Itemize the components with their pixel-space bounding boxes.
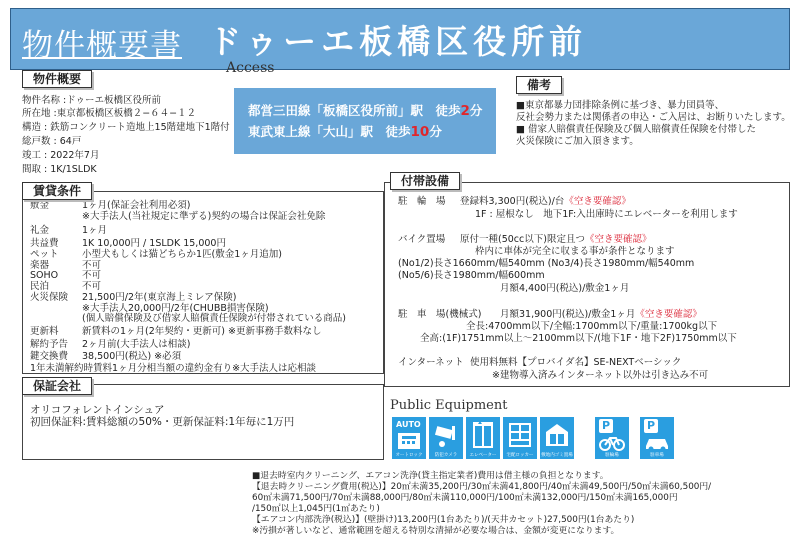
lease-value: 1ヶ月(保証会社利用必須) (82, 200, 191, 211)
overview-line: 構造 : 鉄筋コンクリート造地上15階建地下1階付 (22, 122, 230, 133)
car-availability: 《空き要確認》 (635, 309, 702, 320)
auto-lock-glyph: AUTO (396, 420, 421, 429)
lease-label: 鍵交換費 (30, 351, 69, 362)
lease-label: 楽器 (30, 260, 50, 271)
delivery-box-label: 宅配ロッカー (506, 453, 534, 458)
access-line-1-unit: 分 (469, 103, 483, 118)
moto-condition (460, 234, 651, 245)
garbage-label: 敷地内ゴミ置場 (541, 453, 573, 458)
overview-line: 所在地 :東京都板橋区板橋２−６４−１２ (22, 108, 197, 119)
lease-penalty-note: 1年未満解約時賃料1ヶ月分相当額の違約金有り※大手法人は応相談 (30, 363, 317, 374)
lease-label: SOHO (30, 270, 59, 281)
car-parking-label: 駐車場 (650, 453, 664, 458)
remarks-line: 反社会勢力または関係者の申込・ご入居は、お断りいたします。 (516, 112, 791, 123)
garbage-icon (540, 417, 574, 459)
lease-label: 更新料 (30, 326, 59, 337)
car-fee-text: 月額31,900円(税込)/敷金1ヶ月 (500, 309, 636, 320)
elevator-label: エレベーター (469, 453, 497, 458)
auto-lock-label: オートロック (395, 453, 423, 458)
bicycle-parking-label: 駐輪場 (605, 453, 619, 458)
moto-detail: 枠内に車体が完全に収まる事が条件となります (475, 246, 675, 257)
notes-line: 60㎡未満71,500円/70㎡未満88,000円/80㎡未満110,000円/100㎡未満132,000円/150㎡未満165,000円 (252, 493, 678, 503)
lease-value: 不可 (82, 260, 102, 271)
notes-line: 【退去時クリーニング費用(税込)】20㎡未満35,200円/30㎡未満41,800円/40㎡未満49,500円/50㎡未満60,500円/ (252, 482, 712, 492)
property-title: ドゥーエ板橋区役所前 (208, 22, 588, 61)
bike-detail: 1F : 屋根なし 地下1F:入出庫時にエレベーターを利用します (475, 209, 738, 220)
remarks-heading: 備考 (516, 76, 562, 94)
remarks-line: ■東京都暴力団排除条例に基づき、暴力団員等、 (516, 100, 725, 111)
moto-label: バイク置場 (398, 234, 446, 245)
page-title: 物件概要書 (22, 28, 182, 64)
car-parking-icon (640, 417, 674, 459)
overview-line: 竣工 : 2022年7月 (22, 150, 100, 161)
overview-line: 間取 : 1K/1SLDK (22, 164, 97, 175)
lease-label: 火災保険 (30, 292, 69, 303)
moto-size: (No1/2)長さ1660mm/幅540mm (No3/4)長さ1980mm/幅540mm (398, 258, 695, 269)
access-line-2-minutes: 10 (410, 124, 430, 140)
remarks-line: 火災保険にご加入頂きます。 (516, 136, 639, 147)
moto-condition-text: 原付一種(50cc以下)限定且つ (460, 234, 585, 245)
lease-value: ※大手法人20,000円/2年(CHUBB損害保険) (82, 303, 269, 314)
internet-label: インターネット (398, 357, 464, 368)
guarantee-heading: 保証会社 (22, 377, 92, 395)
lease-label: 解約予告 (30, 339, 69, 350)
bike-fee-text: 登録料3,300円(税込)/台 (460, 196, 565, 207)
car-height: 全高:(1F)1751mm以上〜2100mm以下/(地下1F・地下2F)1750mm以下 (420, 333, 737, 344)
overview-heading: 物件概要 (22, 70, 92, 88)
equipment-heading: Public Equipment (390, 398, 508, 413)
lease-value: 38,500円(税込) ※必須 (82, 351, 182, 362)
access-label: Access (226, 60, 275, 76)
internet-note: ※建物導入済みインターネット以外は引き込み不可 (492, 370, 709, 381)
lease-label: ペット (30, 249, 59, 260)
remarks-line: ■ 借家人賠償責任保険及び個人賠償責任保険を付帯した (516, 124, 756, 135)
lease-value: 新賃料の1ヶ月(2年契約・更新可) ※更新事務手数料なし (82, 326, 322, 337)
lease-value: 1K 10,000円 / 1SLDK 15,000円 (82, 238, 226, 249)
facilities-heading: 付帯設備 (390, 172, 460, 190)
access-panel (234, 88, 496, 154)
notes-line: /150㎡以上1,045円(1㎡あたり) (252, 504, 380, 514)
auto-lock-icon (392, 417, 426, 459)
moto-fee: 月額4,400円(税込)/敷金1ヶ月 (500, 283, 630, 294)
security-camera-label: 防犯カメラ (434, 453, 458, 458)
car-label: 駐 車 場(機械式) (398, 309, 482, 320)
bike-availability: 《空き要確認》 (564, 196, 631, 207)
lease-value: 不可 (82, 270, 102, 281)
lease-label: 民泊 (30, 281, 50, 292)
lease-value: 小型犬もしくは猫どちらか1匹(敷金1ヶ月追加) (82, 249, 283, 260)
security-camera-icon (429, 417, 463, 459)
guarantee-company: オリコフォレントインシュア (30, 404, 165, 416)
bicycle-parking-glyph: P (599, 419, 613, 433)
notes-line: ■退去時室内クリーニング、エアコン洗浄(貸主指定業者)費用は借主様の負担となります。 (252, 471, 609, 481)
internet-detail: 使用料無料【プロバイダ名】SE-NEXTベーシック (470, 357, 682, 368)
lease-label: 敷金 (30, 200, 50, 211)
overview-line: 総戸数 : 64戸 (22, 136, 82, 147)
moto-availability: 《空き要確認》 (584, 234, 652, 245)
notes-line: 【エアコン内部洗浄(税込)】(壁掛け)13,200円(1台あたり)/(天井カセット)27,500円(1台あたり) (252, 515, 635, 525)
car-fee (500, 309, 702, 320)
moto-size: (No5/6)長さ1980mm/幅600mm (398, 270, 545, 281)
access-line-2 (248, 122, 442, 140)
overview-line: 物件名称 :ドゥーエ板橋区役所前 (22, 95, 161, 106)
lease-label: 礼金 (30, 225, 50, 236)
access-line-1-minutes: 2 (460, 103, 470, 119)
bike-label: 駐 輪 場 (398, 196, 446, 207)
lease-value: 不可 (82, 281, 102, 292)
access-line-1 (248, 101, 482, 119)
car-parking-glyph: P (644, 419, 658, 433)
bicycle-parking-icon (595, 417, 629, 459)
guarantee-fee: 初回保証料:賃料総額の50%・更新保証料:1年毎に1万円 (30, 416, 295, 428)
lease-value: 1ヶ月 (82, 225, 108, 236)
lease-heading: 賃貸条件 (22, 182, 92, 200)
notes-line: ※汚損が著しいなど、通常範囲を超える特別な清掃が必要な場合は、金額が変更になります。 (252, 526, 620, 536)
access-line-1-text: 都営三田線「板橋区役所前」駅 徒歩 (248, 103, 461, 118)
lease-value: ※大手法人(当社規定に準ずる)契約の場合は保証会社免除 (82, 211, 326, 222)
delivery-box-icon (503, 417, 537, 459)
bike-fee (460, 196, 631, 207)
access-line-2-text: 東武東上線「大山」駅 徒歩 (248, 124, 411, 139)
lease-value: 21,500円/2年(東京海上ミレア保険) (82, 292, 237, 303)
access-line-2-unit: 分 (429, 124, 442, 139)
lease-value: 2ヶ月前(大手法人は相談) (82, 339, 191, 350)
elevator-icon (466, 417, 500, 459)
car-size: 全長:4700mm以下/全幅:1700mm以下/重量:1700kg以下 (466, 321, 718, 332)
lease-label: 共益費 (30, 238, 59, 249)
lease-value: (個人賠償保険及び借家人賠償責任保険が付帯されている商品) (82, 313, 346, 324)
